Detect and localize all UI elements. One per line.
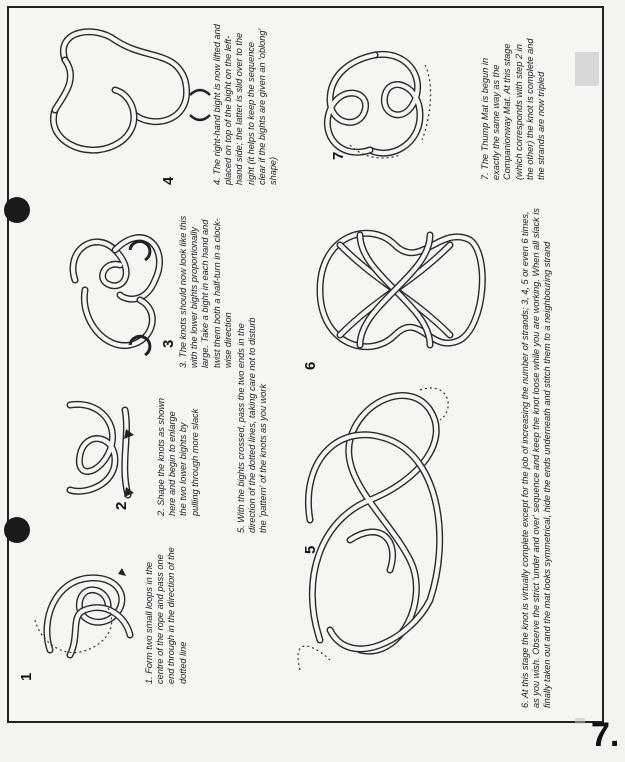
step-6-caption: 6. At this stage the knot is virtually complete except for the job of increasing the number of strands; 3, 4, 5 or even 6 times, as you wish. Observe the strict 'under and over' sequence and keep the knot loose while you are working. When all slack is finally taken out and the mat looks symmetrical, hide the ends underneath and stitch them to a neighbouring strand	[520, 208, 553, 708]
step-7-number: 7	[330, 151, 347, 160]
step-7-diagram	[310, 45, 440, 175]
step-7-caption: 7. The Thump Mat is begun in exactly the same way as the Companionway Mat. At this stage (which corresponds with step 2 in the other) the knot is complete and the strands are now tripled	[480, 38, 547, 180]
step-4-number: 4	[160, 176, 177, 185]
binder-hole-bottom	[4, 517, 30, 543]
scan-smudge-small	[575, 718, 585, 724]
step-2-number: 2	[113, 501, 130, 510]
page-number: 7.	[591, 716, 620, 754]
step-4-diagram	[35, 20, 205, 170]
twist-arrows	[120, 240, 160, 380]
scan-smudge	[575, 52, 599, 86]
step-5-caption: 5. With the bights crossed, pass the two ends in the direction of the dotted lines, taking care not to disturb the 'pattern' of the knots as you work	[236, 317, 269, 533]
step-6-diagram	[300, 215, 490, 365]
step-5-diagram	[280, 380, 470, 680]
slide-arrows	[185, 85, 215, 125]
binder-hole-top	[4, 197, 30, 223]
pull-arrows	[106, 425, 136, 505]
step-1-caption: 1. Form two small loops in the centre of the rope and pass one end through in the direction of the dotted line	[144, 547, 188, 684]
step-4-caption: 4. The right-hand bight is now lifted and placed on top of the bight on the left-hand side; the latter is slid over to the right (it helps to keep the sequence clear if the bights are given an 'oblong' shape)	[212, 24, 279, 185]
step-1-number: 1	[18, 672, 35, 681]
step-5-number: 5	[302, 545, 319, 554]
step-1-diagram	[30, 560, 140, 660]
step-2-caption: 2. Shape the knots as shown here and begin to enlarge the two lower bights by pulling through more slack	[156, 398, 200, 516]
step-3-number: 3	[160, 339, 177, 348]
step-6-number: 6	[302, 361, 319, 370]
step-3-caption: 3. The knots should now look like this with the lower bights proportionally large. Take a bight in each hand and twist them both a half-turn in a clock-wise direction	[178, 215, 233, 368]
